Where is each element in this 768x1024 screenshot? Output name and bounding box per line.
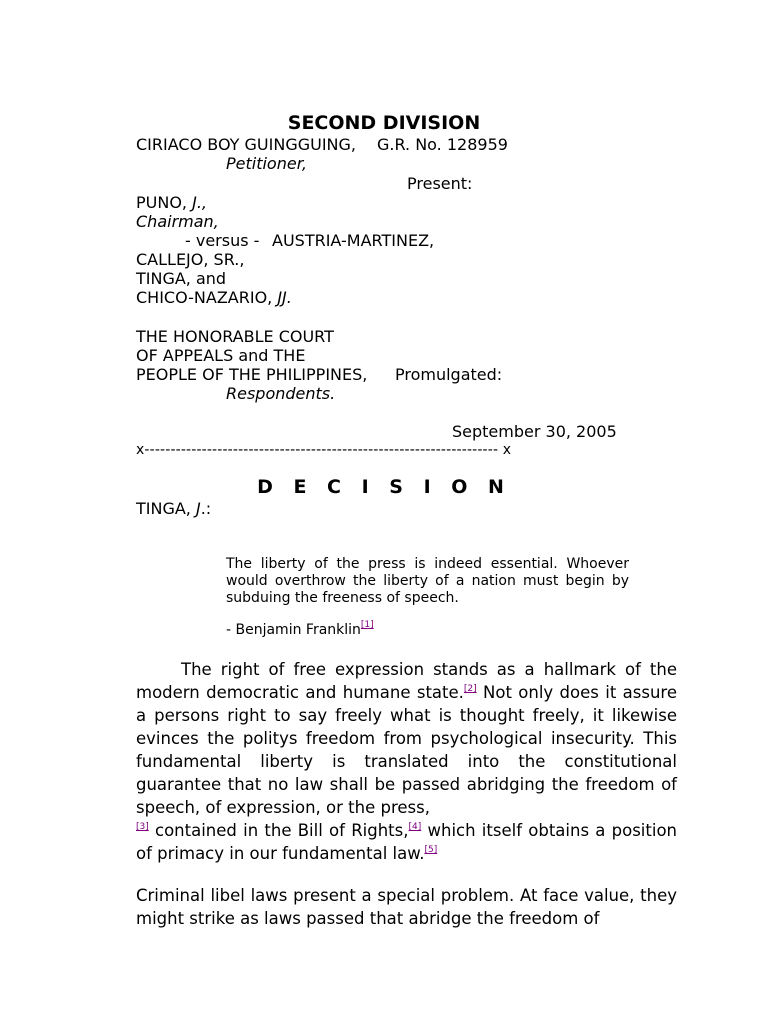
ponente [136,499,211,518]
paragraph-2: Criminal libel laws present a special problem. At face value, they might strike as laws passed that abridge the freedom of [136,886,677,928]
separator-line: x-------------------------------------------------------------------- x [136,442,512,458]
petitioner-name: CIRIACO BOY GUINGGUING, [136,135,356,154]
justice-puno [136,193,207,212]
epigraph-attribution [226,622,629,639]
paragraph-1 [136,658,677,865]
justice-tinga: TINGA, and [136,269,227,288]
justice-chico-title: JJ. [277,288,292,307]
paragraph-1-part-1: The right of free expression stands as a hallmark of the modern democratic and humane state. [136,660,677,702]
ponente-name: TINGA, [136,499,196,518]
present-label: Present: [407,174,473,193]
footnote-link-4[interactable]: [4] [408,822,422,832]
justice-austria: AUSTRIA-MARTINEZ, [272,231,435,250]
ponente-suffix: .: [200,499,212,518]
division-heading: SECOND DIVISION [287,112,481,134]
attribution-text: - Benjamin Franklin [226,622,361,638]
respondent-line-2: OF APPEALS and THE [136,346,306,365]
ponente-title: J [195,499,201,518]
justice-chico [136,288,292,307]
footnote-link-2[interactable]: [2] [463,684,477,694]
promulgated-label: Promulgated: [395,365,503,384]
petitioner-role: Petitioner, [226,154,307,173]
versus-label: - versus - [185,231,260,250]
decision-title: D E C I S I O N [257,476,511,498]
footnote-link-3[interactable]: [3] [136,822,149,832]
paragraph-1-part-4: which itself obtains a position of primacy in our fundamental law. [136,821,677,863]
justice-chico-name: CHICO-NAZARIO, [136,288,278,307]
paragraph-1-part-3: contained in the Bill of Rights, [148,821,409,840]
justice-callejo: CALLEJO, SR., [136,250,245,269]
respondent-line-1: THE HONORABLE COURT [136,327,334,346]
promulgation-date: September 30, 2005 [452,422,617,441]
footnote-link-1[interactable]: [1] [360,620,374,630]
justice-puno-title: J., [192,193,207,212]
gr-number: G.R. No. 128959 [377,135,508,154]
respondent-role: Respondents. [226,384,336,403]
epigraph-quote: The liberty of the press is indeed essential. Whoever would overthrow the liberty of a nation must begin by subduing the freeness of speech. [226,556,629,606]
justice-puno-name: PUNO, [136,193,193,212]
respondent-line-3: PEOPLE OF THE PHILIPPINES, [136,365,368,384]
paragraph-1-part-2: Not only does it assure a persons right to say freely what is thought freely, it likewise evinces the politys freedom from psychological insecurity. This fundamental liberty is translated into the constitutional guarantee that no law shall be passed abridging the freedom of speech, of expression, or the press, [136,683,677,817]
chairman-label: Chairman, [136,212,219,231]
footnote-link-5[interactable]: [5] [424,845,438,855]
